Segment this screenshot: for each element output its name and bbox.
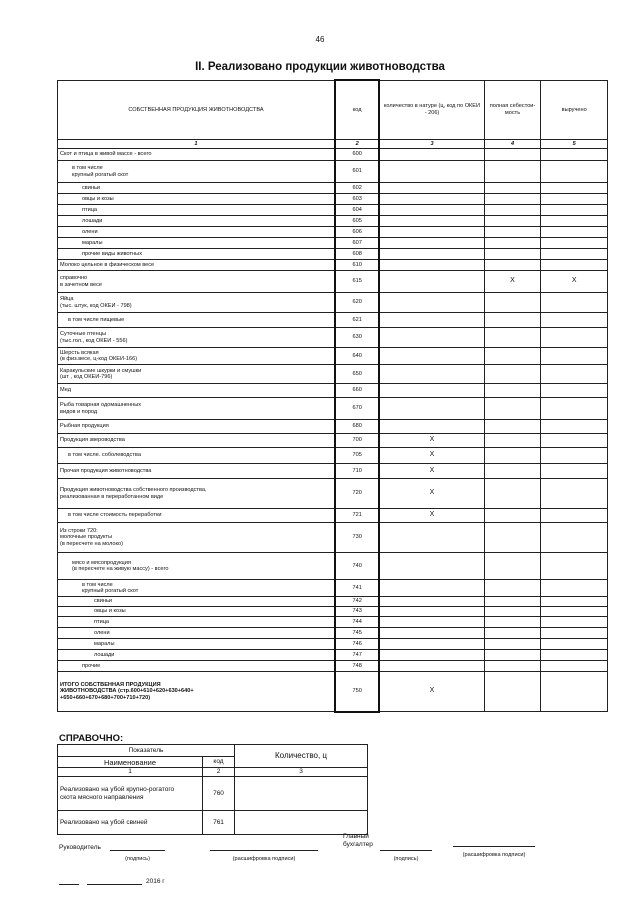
col-number: 3 [235,768,368,777]
row-code: 720 [335,479,379,509]
value-cell[interactable] [541,479,608,509]
value-cell[interactable] [379,607,484,617]
value-cell[interactable] [379,398,484,420]
row-name: Продукция животноводства собственного производства, реализованная в переработанном виде [58,479,335,509]
row-name: в том числе крупный рогатый скот [58,580,335,597]
value-cell[interactable] [379,260,484,271]
row-code: 744 [335,617,379,628]
value-cell[interactable] [484,183,541,194]
value-cell[interactable] [379,617,484,628]
value-cell[interactable] [541,639,608,650]
value-cell[interactable] [484,384,541,398]
chief-accountant-label: Главный бухгалтер [343,833,373,848]
date-day-line[interactable] [59,884,79,885]
value-cell[interactable] [379,313,484,328]
value-cell[interactable] [484,420,541,434]
value-cell[interactable] [541,448,608,464]
row-code: 607 [335,238,379,249]
value-cell[interactable] [541,650,608,661]
value-cell[interactable] [541,509,608,523]
value-cell[interactable] [484,597,541,607]
table-row [58,313,608,328]
reference-quantity-cell[interactable] [235,811,368,835]
value-cell[interactable] [541,523,608,553]
value-cell[interactable] [541,628,608,639]
row-name: овцы и козы [58,194,335,205]
row-code: 742 [335,597,379,607]
signature-hint: (подпись) [125,856,150,862]
value-cell[interactable] [541,384,608,398]
not-applicable-mark: X [379,464,484,479]
value-cell[interactable] [541,313,608,328]
value-cell[interactable] [379,328,484,348]
value-cell[interactable] [379,348,484,365]
accountant-decode-line[interactable] [453,846,535,847]
row-name: Каракульские шкурки и смушки (шт , код ОКЕИ-796) [58,365,335,384]
table-row [58,216,608,227]
value-cell[interactable] [379,293,484,313]
value-cell[interactable] [379,597,484,607]
signature-hint: (подпись) [393,856,419,862]
table-row [58,672,608,712]
row-code: 721 [335,509,379,523]
value-cell[interactable] [484,553,541,580]
value-cell[interactable] [541,348,608,365]
table-row [58,365,608,384]
header-code: код [335,80,379,140]
row-name: в том числе пищевые [58,313,335,328]
row-name: овцы и козы [58,607,335,617]
reference-header-quantity: Количество, ц [235,745,368,768]
value-cell[interactable] [541,597,608,607]
value-cell[interactable] [541,205,608,216]
value-cell[interactable] [379,639,484,650]
table-row [58,639,608,650]
row-code: 747 [335,650,379,661]
value-cell[interactable] [484,227,541,238]
table-row [58,509,608,523]
value-cell[interactable] [541,617,608,628]
value-cell[interactable] [541,249,608,260]
value-cell[interactable] [541,161,608,183]
value-cell[interactable] [484,628,541,639]
row-name: Яйца (тыс. штук, код ОКЕИ - 798) [58,293,335,313]
table-row [58,183,608,194]
table-row [58,448,608,464]
value-cell[interactable] [484,639,541,650]
value-cell[interactable] [484,205,541,216]
row-name: Скот и птица в живой массе - всего [58,149,335,161]
reference-row-name: Реализовано на убой крупно-рогатого скота мясного направления [58,777,203,811]
row-code: 604 [335,205,379,216]
value-cell[interactable] [484,216,541,227]
row-name: лошади [58,650,335,661]
value-cell[interactable] [541,398,608,420]
row-code: 710 [335,464,379,479]
value-cell[interactable] [484,607,541,617]
row-code: 606 [335,227,379,238]
reference-row-name: Реализовано на убой свиней [58,811,203,835]
col-number: 1 [58,768,203,777]
page-number: 46 [315,35,325,44]
value-cell[interactable] [379,249,484,260]
value-cell[interactable] [484,617,541,628]
value-cell[interactable] [541,328,608,348]
value-cell[interactable] [379,420,484,434]
row-code: 605 [335,216,379,227]
row-name: в том числе стоимость переработки [58,509,335,523]
table-row [58,260,608,271]
value-cell[interactable] [541,149,608,161]
row-name: лошади [58,216,335,227]
value-cell[interactable] [379,628,484,639]
value-cell[interactable] [484,580,541,597]
value-cell[interactable] [379,161,484,183]
table-row [58,650,608,661]
reference-quantity-cell[interactable] [235,777,368,811]
value-cell[interactable] [541,420,608,434]
value-cell[interactable] [379,216,484,227]
row-name: птица [58,617,335,628]
value-cell[interactable] [541,194,608,205]
not-applicable-mark: X [379,509,484,523]
row-name: Рыбная продукция [58,420,335,434]
head-label: Руководитель [59,844,101,851]
table-row [58,194,608,205]
value-cell[interactable] [541,607,608,617]
row-code: 640 [335,348,379,365]
head-decode-line[interactable] [210,850,318,851]
row-code: 600 [335,149,379,161]
value-cell[interactable] [484,260,541,271]
reference-table [57,744,368,835]
row-code: 750 [335,672,379,712]
not-applicable-mark: X [379,479,484,509]
value-cell[interactable] [541,216,608,227]
row-name: Из строки 720: молочные продукты (в пересчете на молоко) [58,523,335,553]
row-name: свиньи [58,597,335,607]
row-name: свиньи [58,183,335,194]
value-cell[interactable] [484,249,541,260]
col-number: 2 [203,768,235,777]
accountant-signature-line[interactable] [380,850,432,851]
value-cell[interactable] [484,238,541,249]
not-applicable-mark: X [541,271,608,293]
row-name: маралы [58,238,335,249]
value-cell[interactable] [541,293,608,313]
header-product: СОБСТВЕННАЯ ПРОДУКЦИЯ ЖИВОТНОВОДСТВА [58,80,335,140]
value-cell[interactable] [541,672,608,712]
value-cell[interactable] [484,365,541,384]
header-cost: полная себестои-мость [484,80,541,140]
not-applicable-mark: X [484,271,541,293]
value-cell[interactable] [484,479,541,509]
col-number: 2 [335,140,379,149]
table-row [58,149,608,161]
row-code: 608 [335,249,379,260]
value-cell[interactable] [484,523,541,553]
row-code: 740 [335,553,379,580]
table-row [58,617,608,628]
header-revenue: выручено [541,80,608,140]
value-cell[interactable] [484,661,541,672]
table-row [58,271,608,293]
value-cell[interactable] [484,161,541,183]
value-cell[interactable] [379,205,484,216]
col-number: 4 [484,140,541,149]
value-cell[interactable] [541,434,608,448]
value-cell[interactable] [541,580,608,597]
row-code: 630 [335,328,379,348]
row-name: Суточные птенцы (тыс.гол., код ОКЕИ - 556) [58,328,335,348]
value-cell[interactable] [379,661,484,672]
row-code: 680 [335,420,379,434]
table-row [58,434,608,448]
row-name: олени [58,628,335,639]
decode-hint: (расшифровка подписи) [232,856,296,862]
table-row [58,398,608,420]
row-code: 705 [335,448,379,464]
reference-header-indicator: Показатель [58,745,235,757]
row-name: Молоко цельное в физическом весе [58,260,335,271]
table-row [58,553,608,580]
table-row [58,607,608,617]
value-cell[interactable] [379,365,484,384]
value-cell[interactable] [484,398,541,420]
value-cell[interactable] [484,194,541,205]
row-name: маралы [58,639,335,650]
livestock-sales-table [57,79,608,713]
value-cell[interactable] [484,650,541,661]
value-cell[interactable] [379,553,484,580]
row-code: 650 [335,365,379,384]
col-number: 5 [541,140,608,149]
value-cell[interactable] [541,227,608,238]
table-row [58,580,608,597]
row-code: 730 [335,523,379,553]
row-code: 670 [335,398,379,420]
not-applicable-mark: X [379,434,484,448]
value-cell[interactable] [484,464,541,479]
reference-row-code: 761 [203,811,235,835]
table-row [58,523,608,553]
table-row [58,205,608,216]
reference-header-code: код [203,757,235,768]
row-name: ИТОГО СОБСТВЕННАЯ ПРОДУКЦИЯ ЖИВОТНОВОДСТВА (стр.600+610+620+630+640+ +650+660+670+680+700+710+720) [58,672,335,712]
value-cell[interactable] [379,238,484,249]
row-name: Прочая продукция животноводства [58,464,335,479]
table-row [58,227,608,238]
value-cell[interactable] [484,434,541,448]
row-name: в том числе крупный рогатый скот [58,161,335,183]
value-cell[interactable] [379,183,484,194]
value-cell[interactable] [379,523,484,553]
table-row [58,661,608,672]
row-code: 748 [335,661,379,672]
date-month-line[interactable] [87,884,142,885]
table-row [58,384,608,398]
row-code: 621 [335,313,379,328]
table-row [58,597,608,607]
value-cell[interactable] [379,194,484,205]
row-code: 660 [335,384,379,398]
value-cell[interactable] [484,149,541,161]
value-cell[interactable] [484,293,541,313]
table-row [58,328,608,348]
table-row [58,161,608,183]
row-name: в том числе. соболеводства [58,448,335,464]
table-row [58,293,608,313]
row-code: 620 [335,293,379,313]
year-label: 2016 г [146,878,165,885]
reference-row-code: 760 [203,777,235,811]
row-name: Шерсть всякая (в физ.весе, ц-код ОКЕИ-166) [58,348,335,365]
value-cell[interactable] [541,365,608,384]
col-number: 1 [58,140,335,149]
value-cell[interactable] [379,384,484,398]
row-code: 745 [335,628,379,639]
row-code: 746 [335,639,379,650]
head-signature-line[interactable] [110,850,165,851]
reference-title: СПРАВОЧНО: [59,733,124,744]
value-cell[interactable] [541,464,608,479]
reference-header-name: Наименование [58,757,203,768]
value-cell[interactable] [541,661,608,672]
value-cell[interactable] [484,328,541,348]
table-row [58,628,608,639]
value-cell[interactable] [379,227,484,238]
row-code: 610 [335,260,379,271]
not-applicable-mark: X [379,448,484,464]
value-cell[interactable] [541,238,608,249]
row-code: 743 [335,607,379,617]
row-name: справочно в зачетном весе [58,271,335,293]
value-cell[interactable] [379,271,484,293]
row-code: 615 [335,271,379,293]
table-row [58,348,608,365]
col-number: 3 [379,140,484,149]
value-cell[interactable] [379,650,484,661]
row-name: прочие виды животных [58,249,335,260]
value-cell[interactable] [484,313,541,328]
not-applicable-mark: X [379,672,484,712]
row-name: Мед [58,384,335,398]
row-name: олени [58,227,335,238]
row-name: прочие [58,661,335,672]
value-cell[interactable] [541,183,608,194]
row-code: 601 [335,161,379,183]
value-cell[interactable] [484,348,541,365]
row-code: 741 [335,580,379,597]
row-name: Продукция звероводства [58,434,335,448]
table-row [58,464,608,479]
row-name: Рыба товарная одомашненных видов и пород [58,398,335,420]
row-name: птица [58,205,335,216]
value-cell[interactable] [484,509,541,523]
table-row [58,420,608,434]
header-quantity: количество в натуре (ц, код по ОКЕИ - 206) [379,80,484,140]
value-cell[interactable] [379,149,484,161]
value-cell[interactable] [541,260,608,271]
row-name: мясо и мясопродукция (в пересчете на живую массу) - всего [58,553,335,580]
section-title: II. Реализовано продукции животноводства [195,61,445,73]
row-code: 700 [335,434,379,448]
table-row [58,249,608,260]
value-cell[interactable] [484,448,541,464]
row-code: 602 [335,183,379,194]
table-row [58,238,608,249]
value-cell[interactable] [379,580,484,597]
value-cell[interactable] [541,553,608,580]
decode-hint: (расшифровка подписи) [462,852,526,858]
table-row [58,479,608,509]
row-code: 603 [335,194,379,205]
value-cell[interactable] [484,672,541,712]
